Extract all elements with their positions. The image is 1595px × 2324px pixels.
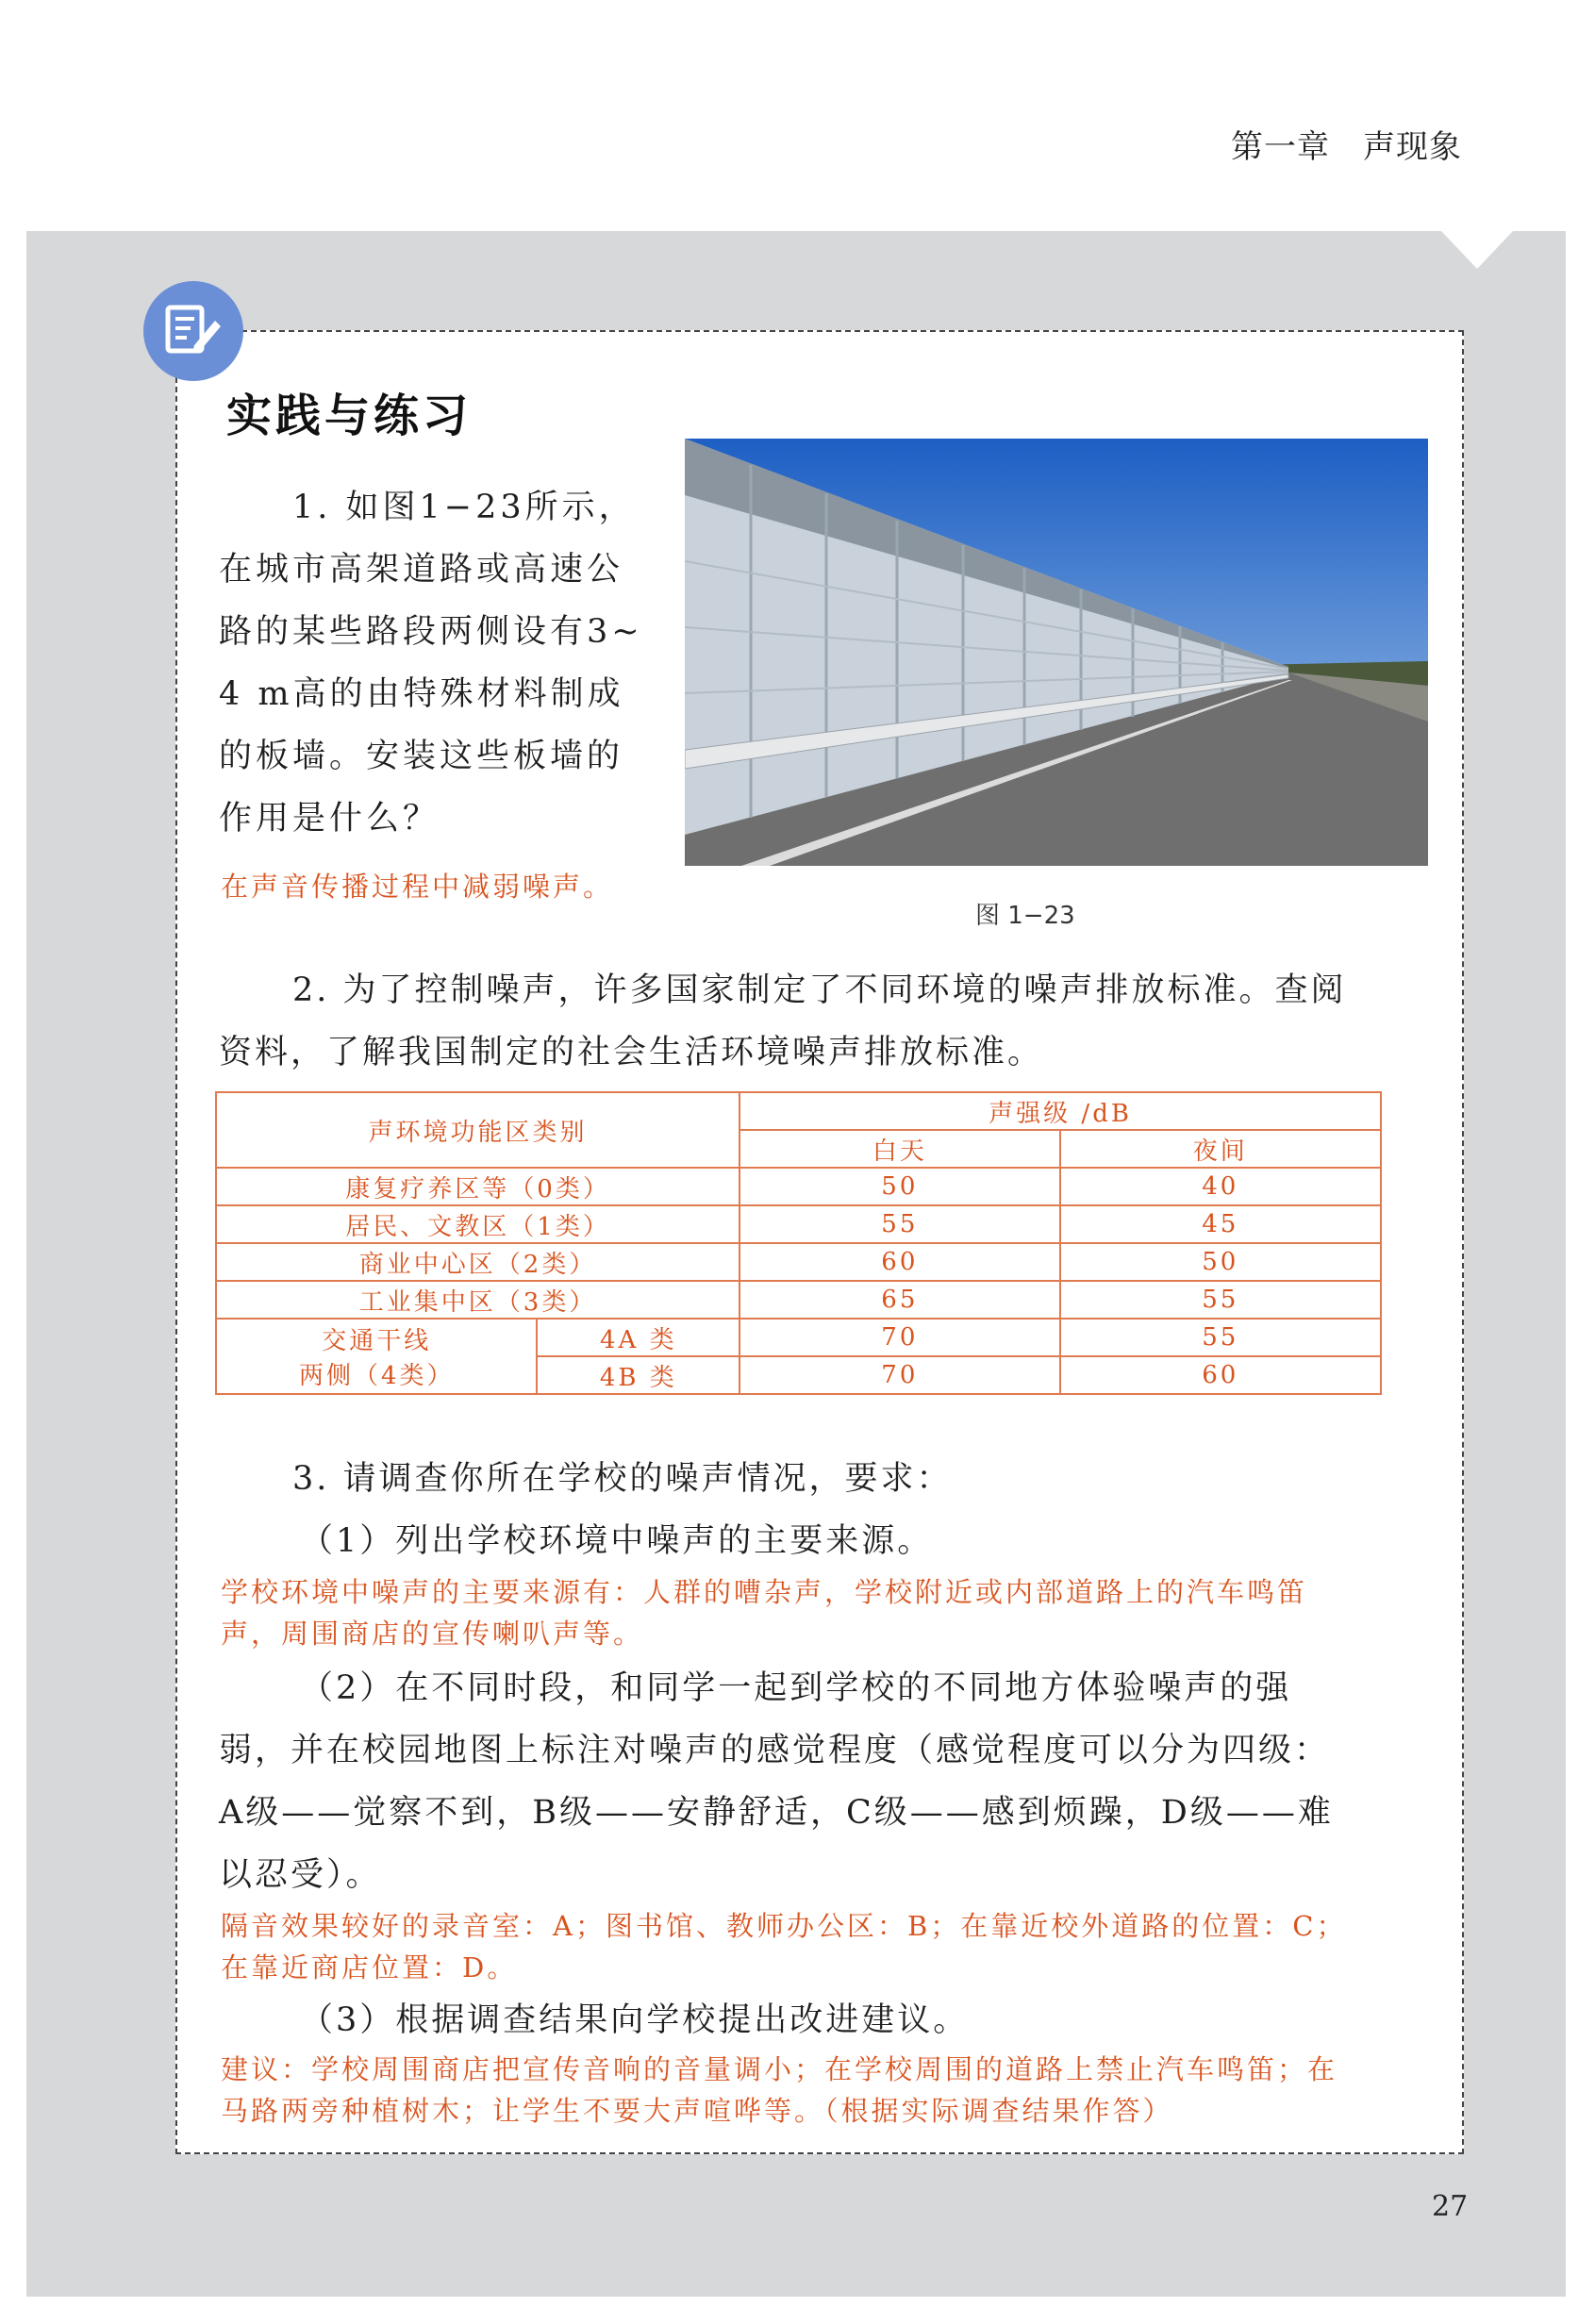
traffic-label: 交通干线 [322, 1327, 432, 1355]
q2-line: 2. 为了控制噪声，许多国家制定了不同环境的噪声排放标准。查阅 [292, 971, 1347, 1009]
day-cell: 70 [739, 1356, 1059, 1394]
header-level: 声强级 /dB [739, 1092, 1381, 1130]
day-cell: 60 [739, 1243, 1059, 1281]
night-cell: 50 [1060, 1243, 1381, 1281]
day-cell: 50 [739, 1168, 1059, 1205]
chapter-header: 第一章 声现象 [1231, 128, 1462, 166]
notepad-pencil-icon [162, 300, 224, 362]
day-cell: 55 [739, 1205, 1059, 1243]
table-row [216, 1319, 1381, 1356]
q3-part1-answer: 声，周围商店的宣传喇叭声等。 [221, 1618, 644, 1650]
subclass-cell: 4A 类 [537, 1319, 739, 1356]
night-cell: 45 [1060, 1205, 1381, 1243]
q3-part2-answer: 在靠近商店位置：D。 [221, 1951, 518, 1984]
q1-line: 路的某些路段两侧设有3~ [219, 613, 643, 651]
q1-line: 作用是什么？ [219, 800, 440, 838]
panel-notch [1441, 231, 1513, 269]
table-row [216, 1243, 1381, 1281]
q1-line: 的板墙。安装这些板墙的 [219, 738, 624, 775]
q3-part2: （2）在不同时段，和同学一起到学校的不同地方体验噪声的强 [300, 1669, 1292, 1707]
table-row [216, 1281, 1381, 1319]
day-cell: 70 [739, 1319, 1059, 1356]
category-cell: 居民、文教区（1类） [216, 1205, 739, 1243]
day-cell: 65 [739, 1281, 1059, 1319]
q3-part2-answer: 隔音效果较好的录音室：A；图书馆、教师办公区：B；在靠近校外道路的位置：C； [221, 1910, 1347, 1942]
section-title: 实践与练习 [226, 390, 473, 442]
figure-caption: 图 1−23 [975, 902, 1075, 930]
q3-part3-answer: 马路两旁种植树木；让学生不要大声喧哗等。（根据实际调查结果作答） [221, 2095, 1173, 2127]
night-cell: 60 [1060, 1356, 1381, 1394]
category-cell: 商业中心区（2类） [216, 1243, 739, 1281]
q1-answer: 在声音传播过程中减弱噪声。 [221, 871, 614, 903]
q3-part2: A级——觉察不到，B级——安静舒适，C级——感到烦躁，D级——难 [219, 1794, 1334, 1832]
subclass-cell: 4B 类 [537, 1356, 739, 1394]
table-row [216, 1168, 1381, 1205]
q1-line: 4 m高的由特殊材料制成 [219, 675, 624, 713]
table-row [216, 1205, 1381, 1243]
category-cell: 工业集中区（3类） [216, 1281, 739, 1319]
q3-part3: （3）根据调查结果向学校提出改进建议。 [300, 2001, 970, 2039]
night-cell: 40 [1060, 1168, 1381, 1205]
traffic-label: 两侧（4类） [298, 1362, 455, 1390]
noise-standard-table [215, 1091, 1382, 1395]
q3-part1-answer: 学校环境中噪声的主要来源有：人群的嘈杂声，学校附近或内部道路上的汽车鸣笛 [221, 1576, 1308, 1608]
category-cell: 康复疗养区等（0类） [216, 1168, 739, 1205]
traffic-category-cell [216, 1319, 537, 1394]
night-cell: 55 [1060, 1319, 1381, 1356]
q1-line: 1. 如图1−23所示， [292, 489, 636, 526]
q2-line: 资料，了解我国制定的社会生活环境噪声排放标准。 [219, 1034, 1044, 1071]
q3-part3-answer: 建议：学校周围商店把宣传音响的音量调小；在学校周围的道路上禁止汽车鸣笛；在 [221, 2053, 1338, 2085]
noise-barrier-photo [685, 439, 1428, 866]
exercise-badge [143, 281, 243, 381]
night-cell: 55 [1060, 1281, 1381, 1319]
header-day: 白天 [739, 1130, 1059, 1168]
q3-part2: 弱，并在校园地图上标注对噪声的感觉程度（感觉程度可以分为四级： [219, 1732, 1331, 1769]
q3-part1: （1）列出学校环境中噪声的主要来源。 [300, 1522, 934, 1560]
q3-intro: 3. 请调查你所在学校的噪声情况，要求： [292, 1460, 953, 1498]
page-number: 27 [1432, 2190, 1469, 2223]
header-category: 声环境功能区类别 [216, 1092, 739, 1168]
q3-part2: 以忍受）。 [219, 1856, 382, 1894]
header-night: 夜间 [1060, 1130, 1381, 1168]
q1-line: 在城市高架道路或高速公 [219, 551, 624, 589]
